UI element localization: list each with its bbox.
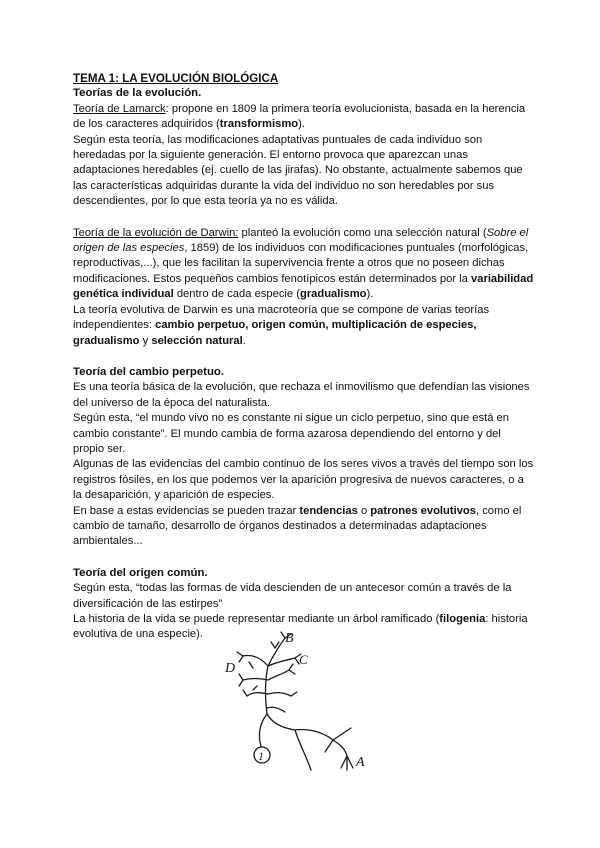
page-title: TEMA 1: LA EVOLUCIÓN BIOLÓGICA bbox=[73, 72, 279, 85]
origen-heading: Teoría del origen común. bbox=[73, 566, 208, 579]
cambio-paragraph-2: Según esta, “el mundo vivo no es constante ni sigue un ciclo perpetuo, sino que está en cambio constante”. El mundo cambia de forma azarosa dependiendo del entorno y del propio ser. bbox=[73, 412, 509, 455]
lamarck-paragraph: Teoría de Lamarck: propone en 1809 la primera teoría evolucionista, basada en la herencia de los caracteres adquiridos (transformismo). bbox=[73, 102, 526, 131]
tree-label-c: C bbox=[299, 652, 308, 667]
term-variabilidad: variabilidad genética individual bbox=[73, 272, 534, 301]
tree-label-b: B bbox=[285, 631, 294, 646]
cambio-paragraph-1: Es una teoría básica de la evolución, que rechaza el inmovilismo que defendían las visiones del universo de la época del naturalista. bbox=[73, 381, 530, 409]
term-filogenia: filogenia bbox=[439, 613, 486, 625]
cambio-heading: Teoría del cambio perpetuo. bbox=[73, 365, 225, 378]
lamarck-label: Teoría de Lamarck bbox=[73, 102, 166, 115]
term-tendencias: tendencias bbox=[299, 504, 358, 517]
tree-label-1: 1 bbox=[258, 749, 264, 763]
tree-label-a: A bbox=[356, 755, 365, 770]
term-transformismo: transformismo bbox=[219, 118, 299, 131]
darwin-macro-paragraph: La teoría evolutiva de Darwin es una macroteoría que se compone de varias teorías independientes: cambio perpetuo, origen común, multiplicación de especies, gradualismo y selección natural. bbox=[73, 303, 490, 347]
tree-label-d: D bbox=[225, 661, 236, 676]
document-body bbox=[73, 71, 535, 643]
lamarck-paragraph-2: Según esta teoría, las modificaciones adaptativas puntuales de cada individuo son heredadas por la siguiente generación. El entorno provoca que aparezcan unas adaptaciones heredables (ej. cuello de las jirafas). No obstante, actualmente sabemos que las características adquiridas durante la vida del individuo no son heredables por sus descendientes, por lo que esta teoría ya no es válida. bbox=[73, 133, 523, 208]
cambio-paragraph-4: En base a estas evidencias se pueden trazar tendencias o patrones evolutivos, como el cambio de tamaño, desarrollo de órganos destinados a determinadas adaptaciones ambientales... bbox=[73, 504, 522, 548]
term-gradualismo: gradualismo bbox=[299, 288, 367, 301]
macro-terms: cambio perpetuo, origen común, multiplicación de especies, gradualismo bbox=[73, 319, 477, 347]
darwin-tree-sketch bbox=[213, 628, 383, 778]
section-title: Teorías de la evolución. bbox=[73, 87, 202, 100]
term-seleccion-natural: selección natural bbox=[151, 334, 243, 347]
term-patrones: patrones evolutivos bbox=[370, 504, 476, 517]
origen-paragraph-1: Según esta, “todas las formas de vida descienden de un antecesor común a través de la diversificación de las estirpes” bbox=[73, 582, 512, 610]
book-title: Sobre el origen de las especies bbox=[73, 226, 529, 255]
cambio-paragraph-3: Algunas de las evidencias del cambio continuo de los seres vivos a través del tiempo son los registros fósiles, en los que podemos ver la aparición progresiva de nuevos caracteres, o a la desaparición, y aparición de especies. bbox=[73, 458, 534, 502]
origen-paragraph-2: La historia de la vida se puede representar mediante un árbol ramificado (filogenia: historia evolutiva de una especie). bbox=[73, 613, 528, 641]
darwin-label: Teoría de la evolución de Darwin: bbox=[73, 226, 239, 239]
darwin-paragraph: Teoría de la evolución de Darwin: planteó la evolución como una selección natural (Sobre el origen de las especies, 1859) de los individuos con modificaciones puntuales (morfológicas, reproductivas,...), que les facilitan la supervivencia frente a otros que no poseen dichas modificaciones. Estos pequeños cambios fenotípicos están determinados por la variabilidad genética individual dentro de cada especie (gradualismo). bbox=[73, 226, 534, 301]
